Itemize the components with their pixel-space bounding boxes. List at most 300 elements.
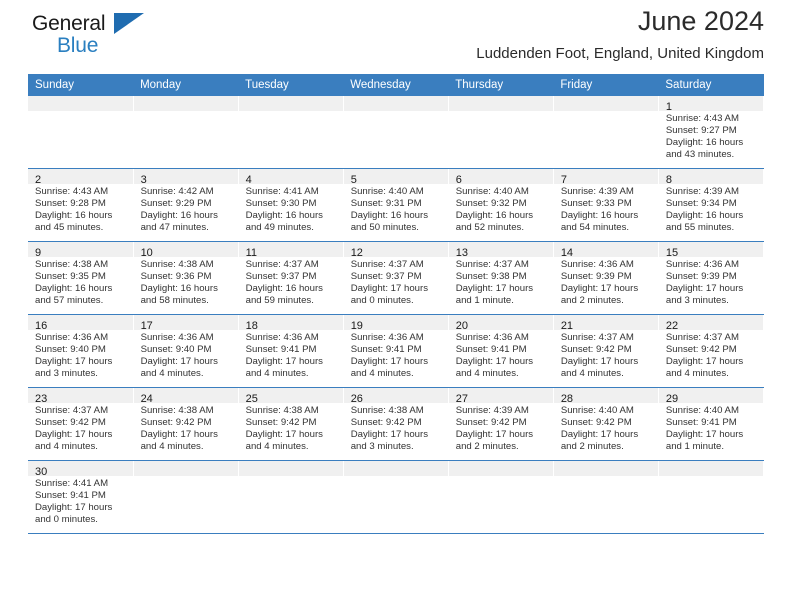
day-details (554, 184, 658, 234)
weekday-header-row (28, 74, 764, 96)
daylight-text-line1: Daylight: 16 hours (35, 283, 113, 295)
day-details (239, 403, 343, 453)
day-number: 12 (350, 247, 363, 259)
sunset-text: Sunset: 9:31 PM (350, 198, 422, 210)
day-number-band (344, 315, 448, 330)
daylight-text-line1: Daylight: 17 hours (350, 356, 429, 368)
sunset-text: Sunset: 9:41 PM (245, 344, 317, 356)
calendar-table (28, 74, 764, 534)
day-number: 19 (350, 320, 363, 332)
daylight-text-line2: and 4 minutes. (245, 368, 309, 380)
day-details (28, 330, 133, 380)
day-cell[interactable] (449, 242, 553, 314)
sunrise-text: Sunrise: 4:43 AM (665, 113, 739, 124)
day-number-band (554, 169, 658, 184)
sunrise-text: Sunrise: 4:36 AM (245, 332, 319, 343)
day-details (239, 184, 343, 234)
day-cell[interactable] (449, 169, 553, 241)
day-number-band (344, 169, 448, 184)
daylight-text-line1: Daylight: 17 hours (245, 356, 323, 368)
calendar-wrap (28, 74, 764, 534)
sunset-text: Sunset: 9:36 PM (140, 271, 212, 283)
empty-day-cell (554, 96, 658, 168)
empty-day-cell (28, 96, 133, 168)
sunset-text: Sunset: 9:42 PM (665, 344, 737, 356)
day-number-band (239, 169, 343, 184)
day-number: 10 (140, 247, 153, 259)
day-number-band (239, 96, 343, 111)
daylight-text-line1: Daylight: 17 hours (35, 502, 113, 514)
calendar-day-cell[interactable] (133, 315, 238, 388)
daylight-text-line1: Daylight: 17 hours (140, 429, 218, 441)
calendar-day-cell[interactable] (448, 315, 553, 388)
day-number-band (659, 242, 763, 257)
day-cell[interactable] (344, 388, 448, 460)
day-cell[interactable] (134, 315, 238, 387)
day-number-band (554, 242, 658, 257)
page-title: June 2024 (637, 6, 764, 36)
calendar-day-cell[interactable] (553, 242, 658, 315)
calendar-day-cell[interactable] (658, 461, 763, 534)
day-cell[interactable] (554, 388, 658, 460)
daylight-text-line1: Daylight: 17 hours (35, 356, 113, 368)
daylight-text-line2: and 0 minutes. (35, 514, 98, 526)
day-number: 25 (245, 393, 258, 405)
day-cell[interactable] (239, 388, 343, 460)
sunset-text: Sunset: 9:39 PM (560, 271, 632, 283)
day-cell[interactable] (449, 388, 553, 460)
day-details (449, 330, 553, 380)
day-cell[interactable] (28, 388, 133, 460)
day-number-band (239, 388, 343, 403)
day-number: 23 (35, 393, 48, 405)
day-number-band (28, 315, 133, 330)
calendar-day-cell[interactable] (658, 96, 763, 169)
calendar-head (28, 74, 764, 96)
day-details (659, 184, 763, 234)
daylight-text-line2: and 4 minutes. (560, 368, 624, 380)
calendar-day-cell[interactable] (343, 96, 448, 169)
day-number-band (449, 96, 553, 111)
daylight-text-line2: and 4 minutes. (140, 441, 204, 453)
sunrise-text: Sunrise: 4:36 AM (35, 332, 109, 343)
empty-day-cell (344, 461, 448, 533)
day-cell[interactable] (344, 242, 448, 314)
day-number-band (554, 315, 658, 330)
daylight-text-line2: and 43 minutes. (665, 149, 735, 161)
sunrise-text: Sunrise: 4:38 AM (350, 405, 424, 416)
general-blue-logo[interactable] (32, 12, 162, 64)
day-number: 14 (560, 247, 574, 259)
day-number: 4 (245, 174, 252, 186)
day-details (239, 330, 343, 380)
sunset-text: Sunset: 9:41 PM (350, 344, 422, 356)
day-number-band (28, 96, 133, 111)
day-cell[interactable] (449, 315, 553, 387)
sunrise-text: Sunrise: 4:40 AM (560, 405, 634, 416)
empty-day-cell (344, 96, 448, 168)
day-details (134, 184, 238, 234)
daylight-text-line2: and 2 minutes. (560, 295, 624, 307)
calendar-day-cell[interactable] (553, 96, 658, 169)
day-details (659, 257, 763, 307)
sunrise-text: Sunrise: 4:36 AM (455, 332, 529, 343)
calendar-day-cell[interactable] (238, 242, 343, 315)
calendar-week-row (28, 242, 764, 315)
daylight-text-line2: and 47 minutes. (140, 222, 209, 234)
sunrise-text: Sunrise: 4:38 AM (140, 405, 214, 416)
empty-day-cell (239, 96, 343, 168)
day-number: 16 (35, 320, 48, 332)
calendar-day-cell[interactable] (133, 96, 238, 169)
day-number-band (449, 315, 553, 330)
day-number-band (134, 242, 238, 257)
daylight-text-line2: and 4 minutes. (245, 441, 309, 453)
day-cell[interactable] (659, 96, 763, 168)
day-details (344, 403, 448, 453)
day-details (449, 403, 553, 453)
calendar-day-cell[interactable] (28, 461, 133, 534)
calendar-day-cell[interactable] (448, 388, 553, 461)
calendar-week-row (28, 388, 764, 461)
day-number: 9 (35, 247, 42, 259)
day-number: 30 (35, 466, 48, 478)
calendar-day-cell[interactable] (658, 169, 763, 242)
calendar-week-row (28, 96, 764, 169)
day-cell[interactable] (554, 315, 658, 387)
day-number-band (239, 242, 343, 257)
sunset-text: Sunset: 9:28 PM (35, 198, 106, 210)
calendar-day-cell[interactable] (133, 169, 238, 242)
daylight-text-line1: Daylight: 16 hours (665, 210, 744, 222)
sunset-text: Sunset: 9:30 PM (245, 198, 317, 210)
day-number-band (449, 461, 553, 476)
weekday-header-tuesday: Tuesday (238, 74, 343, 96)
calendar-day-cell[interactable] (343, 315, 448, 388)
weekday-header-sunday: Sunday (28, 74, 133, 96)
day-details (554, 403, 658, 453)
day-cell[interactable] (134, 242, 238, 314)
day-number-band (659, 96, 763, 111)
day-number-band (344, 461, 448, 476)
daylight-text-line2: and 2 minutes. (560, 441, 624, 453)
daylight-text-line1: Daylight: 17 hours (560, 283, 639, 295)
title-block (476, 0, 764, 64)
calendar-day-cell[interactable] (448, 461, 553, 534)
calendar-day-cell[interactable] (553, 461, 658, 534)
weekday-header-friday: Friday (553, 74, 658, 96)
daylight-text-line2: and 45 minutes. (35, 222, 104, 234)
day-details (28, 476, 133, 526)
day-number-band (659, 388, 763, 403)
calendar-day-cell[interactable] (553, 169, 658, 242)
empty-day-cell (449, 96, 553, 168)
calendar-day-cell[interactable] (28, 169, 133, 242)
day-cell[interactable] (659, 388, 763, 460)
daylight-text-line1: Daylight: 16 hours (560, 210, 639, 222)
calendar-day-cell[interactable] (28, 315, 133, 388)
empty-day-cell (659, 461, 763, 533)
daylight-text-line2: and 52 minutes. (455, 222, 525, 234)
day-details (134, 403, 238, 453)
day-number: 11 (245, 247, 258, 259)
calendar-day-cell[interactable] (238, 388, 343, 461)
day-number: 21 (560, 320, 574, 332)
daylight-text-line1: Daylight: 16 hours (35, 210, 113, 222)
day-details (659, 403, 763, 453)
calendar-day-cell[interactable] (343, 242, 448, 315)
daylight-text-line1: Daylight: 16 hours (665, 137, 744, 149)
sunrise-text: Sunrise: 4:37 AM (560, 332, 634, 343)
day-cell[interactable] (239, 169, 343, 241)
calendar-day-cell[interactable] (343, 388, 448, 461)
calendar-day-cell[interactable] (343, 461, 448, 534)
day-cell[interactable] (239, 315, 343, 387)
sunrise-text: Sunrise: 4:36 AM (140, 332, 214, 343)
day-number-band (28, 388, 133, 403)
day-number-band (554, 461, 658, 476)
day-details (134, 330, 238, 380)
day-cell[interactable] (659, 169, 763, 241)
sunset-text: Sunset: 9:42 PM (245, 417, 317, 429)
day-number: 13 (455, 247, 468, 259)
day-cell[interactable] (344, 315, 448, 387)
day-number-band (28, 169, 133, 184)
calendar-day-cell[interactable] (343, 169, 448, 242)
empty-day-cell (239, 461, 343, 533)
daylight-text-line2: and 55 minutes. (665, 222, 735, 234)
page-header (28, 0, 764, 74)
daylight-text-line2: and 1 minute. (665, 441, 725, 453)
empty-day-cell (449, 461, 553, 533)
daylight-text-line2: and 3 minutes. (350, 441, 414, 453)
day-number: 20 (455, 320, 468, 332)
calendar-day-cell[interactable] (28, 96, 133, 169)
day-cell[interactable] (554, 242, 658, 314)
daylight-text-line2: and 59 minutes. (245, 295, 314, 307)
daylight-text-line2: and 4 minutes. (140, 368, 204, 380)
day-details (554, 330, 658, 380)
weekday-header-saturday: Saturday (658, 74, 763, 96)
sunset-text: Sunset: 9:35 PM (35, 271, 106, 283)
calendar-week-row (28, 169, 764, 242)
weekday-header-wednesday: Wednesday (343, 74, 448, 96)
calendar-day-cell[interactable] (28, 388, 133, 461)
calendar-day-cell[interactable] (133, 388, 238, 461)
calendar-day-cell[interactable] (658, 388, 763, 461)
day-number-band (134, 461, 238, 476)
logo-text-blue: Blue (57, 34, 99, 57)
daylight-text-line2: and 1 minute. (455, 295, 514, 307)
calendar-day-cell[interactable] (553, 388, 658, 461)
day-number-band (344, 96, 448, 111)
calendar-day-cell[interactable] (133, 242, 238, 315)
daylight-text-line1: Daylight: 16 hours (245, 210, 323, 222)
day-number: 7 (560, 174, 567, 186)
day-cell[interactable] (239, 242, 343, 314)
sunset-text: Sunset: 9:37 PM (245, 271, 317, 283)
calendar-day-cell[interactable] (238, 96, 343, 169)
day-cell[interactable] (28, 242, 133, 314)
day-cell[interactable] (659, 315, 763, 387)
calendar-body (28, 96, 764, 534)
daylight-text-line1: Daylight: 17 hours (665, 356, 744, 368)
sunrise-text: Sunrise: 4:41 AM (245, 186, 319, 197)
day-details (554, 257, 658, 307)
sunset-text: Sunset: 9:41 PM (35, 490, 106, 502)
weekday-header-monday: Monday (133, 74, 238, 96)
day-details (28, 257, 133, 307)
sunrise-text: Sunrise: 4:40 AM (665, 405, 739, 416)
day-number: 27 (455, 393, 468, 405)
day-cell[interactable] (134, 169, 238, 241)
sunrise-text: Sunrise: 4:37 AM (665, 332, 739, 343)
sunrise-text: Sunrise: 4:36 AM (665, 259, 739, 270)
calendar-day-cell[interactable] (238, 169, 343, 242)
calendar-week-row (28, 461, 764, 534)
calendar-day-cell[interactable] (238, 315, 343, 388)
day-number-band (449, 169, 553, 184)
day-details (239, 257, 343, 307)
sunrise-text: Sunrise: 4:43 AM (35, 186, 109, 197)
sunset-text: Sunset: 9:38 PM (455, 271, 527, 283)
day-cell[interactable] (344, 169, 448, 241)
page-subtitle: Luddenden Foot, England, United Kingdom (476, 45, 764, 62)
day-details (134, 257, 238, 307)
day-cell[interactable] (554, 169, 658, 241)
day-number: 29 (665, 393, 679, 405)
sunrise-text: Sunrise: 4:42 AM (140, 186, 214, 197)
daylight-text-line1: Daylight: 16 hours (140, 283, 218, 295)
sunrise-text: Sunrise: 4:38 AM (245, 405, 319, 416)
day-number-band (659, 169, 763, 184)
sunrise-text: Sunrise: 4:37 AM (455, 259, 529, 270)
daylight-text-line1: Daylight: 17 hours (35, 429, 113, 441)
day-details (344, 184, 448, 234)
day-details (449, 184, 553, 234)
sunrise-text: Sunrise: 4:40 AM (350, 186, 424, 197)
day-details (659, 330, 763, 380)
daylight-text-line2: and 3 minutes. (665, 295, 729, 307)
sunset-text: Sunset: 9:41 PM (665, 417, 737, 429)
daylight-text-line1: Daylight: 17 hours (350, 283, 429, 295)
sunset-text: Sunset: 9:41 PM (455, 344, 527, 356)
day-cell[interactable] (134, 388, 238, 460)
day-cell[interactable] (28, 315, 133, 387)
daylight-text-line1: Daylight: 17 hours (665, 429, 744, 441)
sunrise-text: Sunrise: 4:38 AM (140, 259, 214, 270)
sunrise-text: Sunrise: 4:40 AM (455, 186, 529, 197)
calendar-day-cell[interactable] (448, 169, 553, 242)
sunrise-text: Sunrise: 4:37 AM (245, 259, 319, 270)
calendar-day-cell[interactable] (448, 96, 553, 169)
logo-text-general: General (32, 12, 106, 35)
day-cell[interactable] (659, 242, 763, 314)
day-number-band (134, 388, 238, 403)
sunset-text: Sunset: 9:42 PM (350, 417, 422, 429)
sunrise-text: Sunrise: 4:36 AM (350, 332, 424, 343)
sunrise-text: Sunrise: 4:36 AM (560, 259, 634, 270)
daylight-text-line2: and 4 minutes. (350, 368, 414, 380)
day-details (28, 184, 133, 234)
empty-day-cell (134, 461, 238, 533)
sunset-text: Sunset: 9:40 PM (140, 344, 212, 356)
sunset-text: Sunset: 9:32 PM (455, 198, 527, 210)
day-number: 28 (560, 393, 574, 405)
day-cell[interactable] (28, 169, 133, 241)
day-cell[interactable] (28, 461, 133, 533)
calendar-day-cell[interactable] (448, 242, 553, 315)
sunset-text: Sunset: 9:37 PM (350, 271, 422, 283)
sunset-text: Sunset: 9:42 PM (560, 344, 632, 356)
daylight-text-line2: and 3 minutes. (35, 368, 98, 380)
day-number: 22 (665, 320, 679, 332)
sunset-text: Sunset: 9:42 PM (455, 417, 527, 429)
daylight-text-line1: Daylight: 17 hours (140, 356, 218, 368)
daylight-text-line2: and 4 minutes. (35, 441, 98, 453)
calendar-day-cell[interactable] (28, 242, 133, 315)
day-number-band (449, 388, 553, 403)
daylight-text-line1: Daylight: 17 hours (455, 429, 534, 441)
sunset-text: Sunset: 9:40 PM (35, 344, 106, 356)
sunset-text: Sunset: 9:42 PM (560, 417, 632, 429)
daylight-text-line2: and 58 minutes. (140, 295, 209, 307)
empty-day-cell (554, 461, 658, 533)
day-number-band (134, 96, 238, 111)
daylight-text-line2: and 4 minutes. (665, 368, 729, 380)
sunset-text: Sunset: 9:34 PM (665, 198, 737, 210)
daylight-text-line1: Daylight: 16 hours (140, 210, 218, 222)
daylight-text-line1: Daylight: 17 hours (455, 356, 534, 368)
day-number-band (239, 315, 343, 330)
day-number: 8 (665, 174, 672, 186)
day-number: 17 (140, 320, 153, 332)
calendar-day-cell[interactable] (553, 315, 658, 388)
day-number: 18 (245, 320, 258, 332)
sunset-text: Sunset: 9:29 PM (140, 198, 212, 210)
weekday-header-thursday: Thursday (448, 74, 553, 96)
day-number: 1 (665, 101, 672, 113)
day-number-band (449, 242, 553, 257)
daylight-text-line2: and 0 minutes. (350, 295, 414, 307)
calendar-day-cell[interactable] (238, 461, 343, 534)
sunrise-text: Sunrise: 4:39 AM (665, 186, 739, 197)
daylight-text-line1: Daylight: 17 hours (245, 429, 323, 441)
calendar-day-cell[interactable] (133, 461, 238, 534)
day-number-band (28, 461, 133, 476)
daylight-text-line1: Daylight: 17 hours (560, 429, 639, 441)
sunrise-text: Sunrise: 4:39 AM (455, 405, 529, 416)
day-number: 15 (665, 247, 679, 259)
calendar-day-cell[interactable] (658, 242, 763, 315)
daylight-text-line2: and 54 minutes. (560, 222, 630, 234)
day-number-band (554, 96, 658, 111)
day-number-band (239, 461, 343, 476)
empty-day-cell (134, 96, 238, 168)
daylight-text-line1: Daylight: 17 hours (665, 283, 744, 295)
daylight-text-line1: Daylight: 17 hours (350, 429, 429, 441)
calendar-day-cell[interactable] (658, 315, 763, 388)
daylight-text-line1: Daylight: 17 hours (455, 283, 534, 295)
day-number-band (659, 315, 763, 330)
sunrise-text: Sunrise: 4:41 AM (35, 478, 109, 489)
day-details (659, 111, 763, 161)
day-number-band (344, 388, 448, 403)
day-number-band (134, 315, 238, 330)
day-details (449, 257, 553, 307)
sunset-text: Sunset: 9:27 PM (665, 125, 737, 137)
day-number-band (28, 242, 133, 257)
